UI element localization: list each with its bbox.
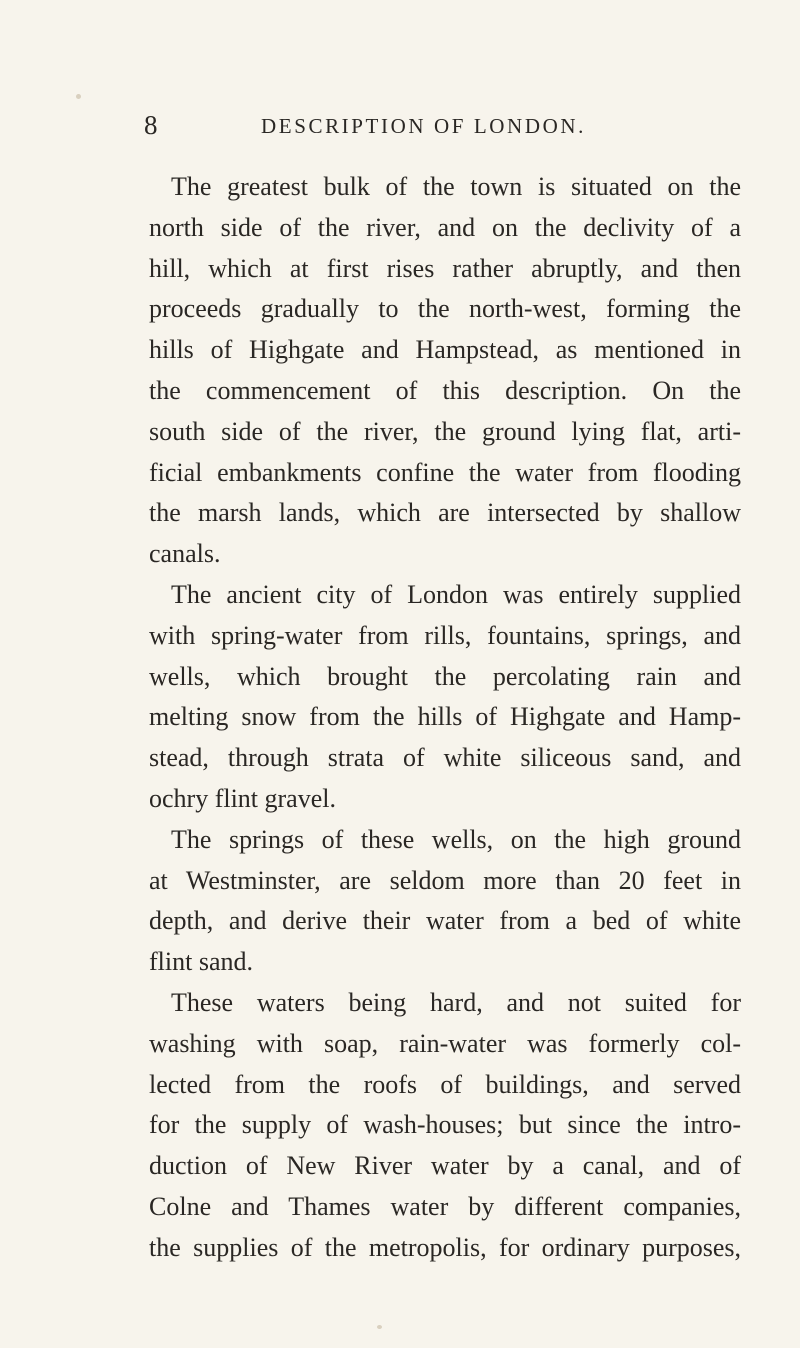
running-head bbox=[144, 110, 714, 150]
text-line: wells, which brought the percolating rain and bbox=[149, 661, 741, 691]
text-line: hill, which at first rises rather abruptly, and then bbox=[149, 253, 741, 283]
text-line: lected from the roofs of buildings, and served bbox=[149, 1069, 741, 1099]
text-line: for the supply of wash-houses; but since the intro- bbox=[149, 1110, 741, 1140]
text-line: hills of Highgate and Hampstead, as mentioned in bbox=[149, 335, 741, 365]
paper-stain-mark bbox=[377, 1325, 382, 1329]
page-number: 8 bbox=[144, 110, 158, 140]
text-line: duction of New River water by a canal, and of bbox=[149, 1151, 741, 1181]
text-line: ochry flint gravel. bbox=[149, 783, 336, 813]
text-line: The greatest bulk of the town is situated on the bbox=[171, 172, 741, 201]
text-line: south side of the river, the ground lying flat, arti- bbox=[149, 416, 741, 446]
text-line: The springs of these wells, on the high ground bbox=[171, 824, 741, 854]
text-line: proceeds gradually to the north-west, forming the bbox=[149, 294, 741, 324]
text-line: the commencement of this description. On the bbox=[149, 375, 741, 405]
text-line: The ancient city of London was entirely supplied bbox=[171, 579, 741, 609]
text-line: canals. bbox=[149, 539, 221, 569]
text-line: ficial embankments confine the water from flooding bbox=[149, 457, 741, 487]
text-line: stead, through strata of white siliceous sand, and bbox=[149, 743, 741, 773]
text-line: at Westminster, are seldom more than 20 feet in bbox=[149, 865, 741, 895]
text-line: melting snow from the hills of Highgate and Hamp- bbox=[149, 702, 741, 732]
text-line: depth, and derive their water from a bed of white bbox=[149, 906, 741, 936]
body-text bbox=[149, 167, 741, 1269]
text-line: washing with soap, rain-water was formerly col- bbox=[149, 1028, 741, 1058]
text-line: with spring-water from rills, fountains, springs, and bbox=[149, 620, 741, 650]
text-line: flint sand. bbox=[149, 947, 253, 977]
page-header-title: DESCRIPTION OF LONDON. bbox=[261, 114, 586, 138]
text-line: north side of the river, and on the declivity of a bbox=[149, 212, 741, 242]
text-line: Colne and Thames water by different companies, bbox=[149, 1191, 741, 1221]
text-line: the marsh lands, which are intersected by shallow bbox=[149, 498, 741, 528]
text-line: the supplies of the metropolis, for ordinary purposes, bbox=[149, 1232, 741, 1262]
paper-stain-mark bbox=[76, 94, 81, 99]
text-line: These waters being hard, and not suited for bbox=[171, 987, 741, 1017]
